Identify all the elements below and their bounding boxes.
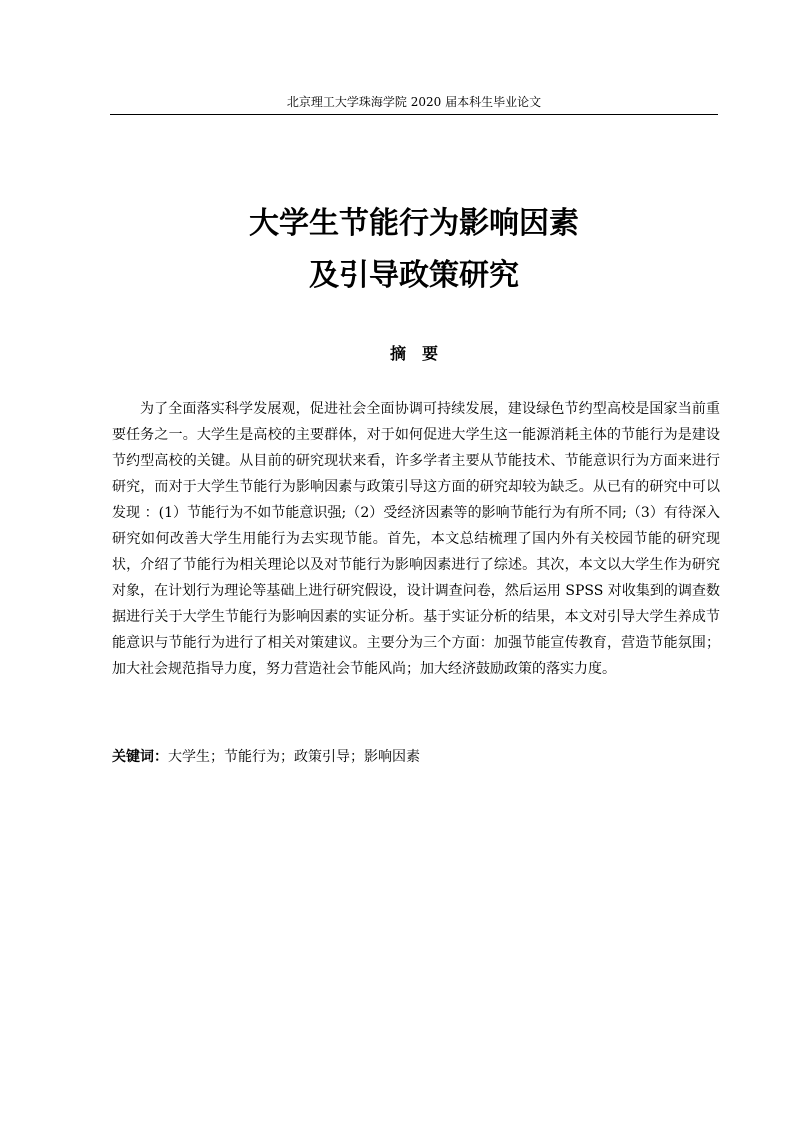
paper-title [110,198,718,302]
keywords-label: 关键词： [112,749,168,765]
abstract-body: 为了全面落实科学发展观，促进社会全面协调可持续发展，建设绿色节约型高校是国家当前重要任务之一。大学生是高校的主要群体，对于如何促进大学生这一能源消耗主体的节能行为是建设节约型高校的关键。从目前的研究现状来看，许多学者主要从节能技术、节能意识行为方面来进行研究，而对于大学生节能行为影响因素与政策引导这方面的研究却较为缺乏。从已有的研究中可以发现 ：(1）节能行为不如节能意识强;（2）受经济因素等的影响节能行为有所不同;（3）有待深入研究如何改善大学生用能行为去实现节能。首先，本文总结梳理了国内外有关校园节能的研究现状，介绍了节能行为相关理论以及对节能行为影响因素进行了综述。其次，本文以大学生作为研究对象，在计划行为理论等基础上进行研究假设，设计调查问卷，然后运用 SPSS 对收集到的调查数据进行关于大学生节能行为影响因素的实证分析。基于实证分析的结果，本文对引导大学生养成节能意识与节能行为进行了相关对策建议。主要分为三个方面：加强节能宣传教育，营造节能氛围；加大社会规范指导力度，努力营造社会节能风尚；加大经济鼓励政策的落实力度。 [112,401,720,677]
running-header: 北京理工大学珠海学院 2020 届本科生毕业论文 [286,95,542,109]
paper-title-line-2: 及引导政策研究 [309,258,519,293]
header-divider [110,114,718,115]
keywords-line [112,745,718,769]
abstract-heading: 摘要 [389,344,454,363]
paper-title-line-1: 大学生节能行为影响因素 [249,206,579,241]
keywords-value: 大学生；节能行为；政策引导；影响因素 [168,749,420,765]
